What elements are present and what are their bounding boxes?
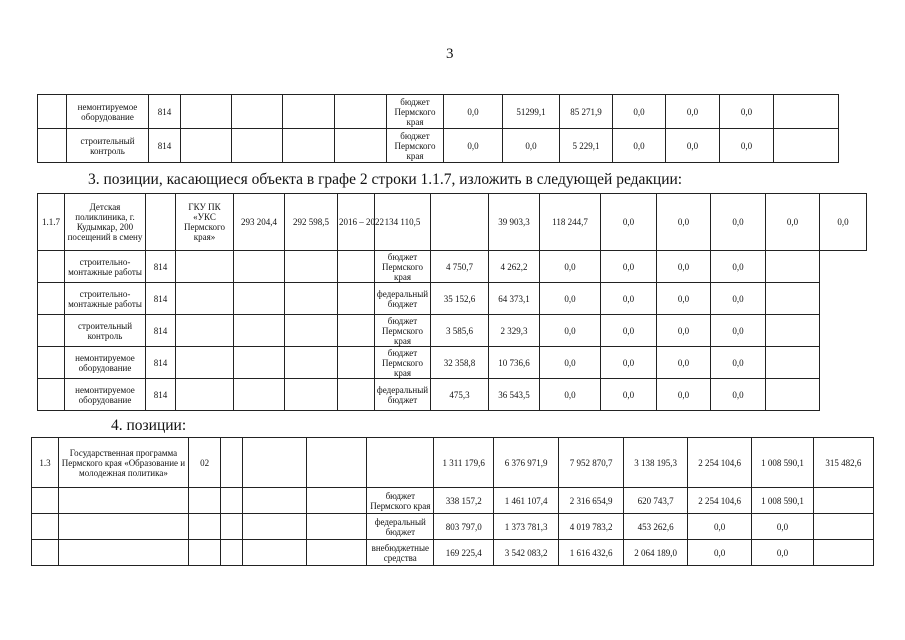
table-cell: 0,0 <box>711 315 766 347</box>
table-cell: 292 598,5 <box>285 194 338 251</box>
table-cell: 0,0 <box>601 251 657 283</box>
table-cell: 0,0 <box>601 315 657 347</box>
table-cell: 814 <box>149 129 181 163</box>
section-4-heading: 4. позиции: <box>111 417 187 434</box>
table-cell: 0,0 <box>613 129 666 163</box>
table-cell: 2 254 104,6 <box>687 488 752 514</box>
table-cell: 814 <box>146 283 176 315</box>
table-cell <box>232 95 283 129</box>
table-cell <box>176 283 234 315</box>
table-cell: 1.3 <box>32 438 59 488</box>
table-cell <box>38 251 65 283</box>
table-cell: 39 903,3 <box>489 194 540 251</box>
table-cell <box>38 283 65 315</box>
table-cell <box>766 347 820 379</box>
table-cell: 0,0 <box>711 194 766 251</box>
table-cell <box>338 283 375 315</box>
table-cell: 3 138 195,3 <box>624 438 687 488</box>
table-cell: 0,0 <box>752 514 813 540</box>
table-cell: бюджет Пермского края <box>375 347 431 379</box>
table-cell: внебюджетные средства <box>367 540 434 566</box>
table-cell: строительный контроль <box>65 315 146 347</box>
table-cell: 4 262,2 <box>489 251 540 283</box>
table-cell: бюджет Пермского края <box>387 95 444 129</box>
table-row <box>38 251 867 283</box>
table-cell <box>774 95 839 129</box>
table-cell <box>242 540 307 566</box>
table-cell: 5 229,1 <box>560 129 613 163</box>
table-cell <box>813 514 873 540</box>
table-cell: федеральный бюджет <box>367 514 434 540</box>
table-cell <box>234 315 285 347</box>
section-3-heading: 3. позиции, касающиеся объекта в графе 2 строки 1.1.7, изложить в следующей редакции: <box>88 171 683 188</box>
table-cell: 1.1.7 <box>38 194 65 251</box>
table-cell: 0,0 <box>540 347 601 379</box>
table-cell: 0,0 <box>720 95 774 129</box>
table-cell: 0,0 <box>540 315 601 347</box>
table-cell: 0,0 <box>820 194 867 251</box>
table-cell <box>338 379 375 411</box>
table-cell <box>38 129 67 163</box>
table-cell <box>188 514 220 540</box>
table-cell: немонтируемое оборудование <box>65 379 146 411</box>
table-cell: бюджет Пермского края <box>375 251 431 283</box>
table-cell <box>242 438 307 488</box>
table-cell: немонтируемое оборудование <box>67 95 149 129</box>
table-cell: 0,0 <box>444 95 503 129</box>
table-cell: 134 110,5 <box>375 194 431 251</box>
table-cell <box>766 283 820 315</box>
table-cell <box>58 514 188 540</box>
table-cell: 0,0 <box>657 251 711 283</box>
table-cell <box>232 129 283 163</box>
table-cell <box>188 540 220 566</box>
table-row <box>32 540 874 566</box>
table-cell: 32 358,8 <box>431 347 489 379</box>
table-cell <box>285 283 338 315</box>
table-cell: 1 008 590,1 <box>752 488 813 514</box>
table-cell: 4 019 783,2 <box>558 514 624 540</box>
table-cell <box>335 129 387 163</box>
table-cell: 35 152,6 <box>431 283 489 315</box>
table-cell: 814 <box>146 251 176 283</box>
table-cell: Государственная программа Пермского края «Образование и молодежная политика» <box>58 438 188 488</box>
table-cell: 1 461 107,4 <box>494 488 559 514</box>
table-row <box>38 347 867 379</box>
table-cell <box>234 283 285 315</box>
table-cell: 0,0 <box>601 379 657 411</box>
table-cell <box>234 379 285 411</box>
table-cell <box>176 347 234 379</box>
table-cell: 475,3 <box>431 379 489 411</box>
table-cell: 0,0 <box>657 315 711 347</box>
table-cell: 0,0 <box>503 129 560 163</box>
table-row <box>38 95 839 129</box>
table-cell: 0,0 <box>720 129 774 163</box>
table-cell: 0,0 <box>540 251 601 283</box>
table-cell <box>38 347 65 379</box>
table-cell <box>221 514 243 540</box>
table-cell <box>338 347 375 379</box>
table-cell: федеральный бюджет <box>375 379 431 411</box>
table-cell: 4 750,7 <box>431 251 489 283</box>
table-cell: ГКУ ПК «УКС Пермского края» <box>176 194 234 251</box>
table-cell: 169 225,4 <box>434 540 494 566</box>
table-cell <box>146 194 176 251</box>
table-cell <box>234 251 285 283</box>
table-cell: 0,0 <box>657 194 711 251</box>
table-cell <box>285 347 338 379</box>
table-cell <box>234 347 285 379</box>
table-cell <box>181 129 232 163</box>
table-cell <box>285 315 338 347</box>
table-cell: 453 262,6 <box>624 514 687 540</box>
table-cell: 2016 – 2022 <box>338 194 375 251</box>
table-cell: 1 008 590,1 <box>752 438 813 488</box>
table-cell: 338 157,2 <box>434 488 494 514</box>
table-cell: 0,0 <box>711 251 766 283</box>
table-cell: 0,0 <box>666 129 720 163</box>
table-row <box>38 315 867 347</box>
table-cell: 6 376 971,9 <box>494 438 559 488</box>
table-cell <box>32 514 59 540</box>
table-row <box>38 283 867 315</box>
table-cell: 85 271,9 <box>560 95 613 129</box>
table-cell <box>242 488 307 514</box>
table-cell <box>38 95 67 129</box>
table-cell <box>431 194 489 251</box>
table-cell: 0,0 <box>601 347 657 379</box>
table-cell: 2 064 189,0 <box>624 540 687 566</box>
table-cell: 0,0 <box>601 283 657 315</box>
table-cell: строительно-монтажные работы <box>65 283 146 315</box>
table-cell: 118 244,7 <box>540 194 601 251</box>
table-cell: 3 585,6 <box>431 315 489 347</box>
table-cell: 0,0 <box>711 347 766 379</box>
table-cell <box>58 488 188 514</box>
table-cell <box>38 379 65 411</box>
table-cell: 315 482,6 <box>813 438 873 488</box>
table-row <box>38 129 839 163</box>
table-cell <box>338 315 375 347</box>
table-cell: 0,0 <box>540 283 601 315</box>
table-cell <box>774 129 839 163</box>
table-cell: бюджет Пермского края <box>367 488 434 514</box>
table-cell: 293 204,4 <box>234 194 285 251</box>
table-cell: 02 <box>188 438 220 488</box>
table-cell <box>58 540 188 566</box>
table-cell: Детская поликлиника, г. Кудымкар, 200 посещений в смену <box>65 194 146 251</box>
table-cell <box>307 540 367 566</box>
table-cell <box>176 251 234 283</box>
table-cell: 620 743,7 <box>624 488 687 514</box>
table-cell <box>221 540 243 566</box>
table-cell <box>176 315 234 347</box>
table-cell: 0,0 <box>711 379 766 411</box>
table-cell <box>38 315 65 347</box>
table-cell: 1 373 781,3 <box>494 514 559 540</box>
table-cell: 0,0 <box>711 283 766 315</box>
table-row <box>38 379 867 411</box>
table-row <box>32 514 874 540</box>
table-cell: 36 543,5 <box>489 379 540 411</box>
top-table <box>37 94 839 163</box>
table-cell: 0,0 <box>752 540 813 566</box>
table-cell <box>242 514 307 540</box>
table-cell: 814 <box>146 379 176 411</box>
table-cell <box>766 379 820 411</box>
table-cell <box>285 379 338 411</box>
table-cell <box>283 129 335 163</box>
table-cell <box>307 438 367 488</box>
table-cell: 0,0 <box>613 95 666 129</box>
table-cell <box>176 379 234 411</box>
table-cell: 0,0 <box>657 379 711 411</box>
table-cell: строительный контроль <box>67 129 149 163</box>
table-cell: 2 316 654,9 <box>558 488 624 514</box>
table-cell: 814 <box>146 315 176 347</box>
table-cell: 51299,1 <box>503 95 560 129</box>
table-cell <box>813 488 873 514</box>
table-cell <box>335 95 387 129</box>
table-cell: 0,0 <box>657 283 711 315</box>
table-cell <box>221 488 243 514</box>
table-cell: 0,0 <box>657 347 711 379</box>
table-cell: 1 311 179,6 <box>434 438 494 488</box>
table-cell: 10 736,6 <box>489 347 540 379</box>
table-row-main <box>32 438 874 488</box>
table-cell <box>766 251 820 283</box>
table-cell: 2 329,3 <box>489 315 540 347</box>
table-cell <box>307 488 367 514</box>
table-cell: 1 616 432,6 <box>558 540 624 566</box>
table-cell <box>283 95 335 129</box>
table-cell: 3 542 083,2 <box>494 540 559 566</box>
table-cell: немонтируемое оборудование <box>65 347 146 379</box>
table-cell <box>32 540 59 566</box>
table-cell: федеральный бюджет <box>375 283 431 315</box>
table-cell <box>766 315 820 347</box>
table-cell <box>367 438 434 488</box>
page-number: 3 <box>446 46 454 62</box>
table-cell <box>338 251 375 283</box>
section-3-table <box>37 193 867 411</box>
table-cell: 64 373,1 <box>489 283 540 315</box>
section-4-table <box>31 437 874 566</box>
table-cell: строительно-монтажные работы <box>65 251 146 283</box>
table-cell: бюджет Пермского края <box>387 129 444 163</box>
table-cell <box>181 95 232 129</box>
table-cell <box>221 438 243 488</box>
table-row-main <box>38 194 867 251</box>
table-row <box>32 488 874 514</box>
table-cell: 0,0 <box>601 194 657 251</box>
table-cell: 2 254 104,6 <box>687 438 752 488</box>
table-cell: 814 <box>149 95 181 129</box>
table-cell: 814 <box>146 347 176 379</box>
table-cell <box>188 488 220 514</box>
table-cell: 0,0 <box>540 379 601 411</box>
table-cell: 0,0 <box>687 540 752 566</box>
table-cell: бюджет Пермского края <box>375 315 431 347</box>
table-cell: 0,0 <box>766 194 820 251</box>
table-cell: 0,0 <box>666 95 720 129</box>
table-cell: 803 797,0 <box>434 514 494 540</box>
table-cell <box>307 514 367 540</box>
table-cell: 0,0 <box>687 514 752 540</box>
table-cell: 7 952 870,7 <box>558 438 624 488</box>
table-cell <box>813 540 873 566</box>
table-cell <box>285 251 338 283</box>
table-cell <box>32 488 59 514</box>
table-cell: 0,0 <box>444 129 503 163</box>
